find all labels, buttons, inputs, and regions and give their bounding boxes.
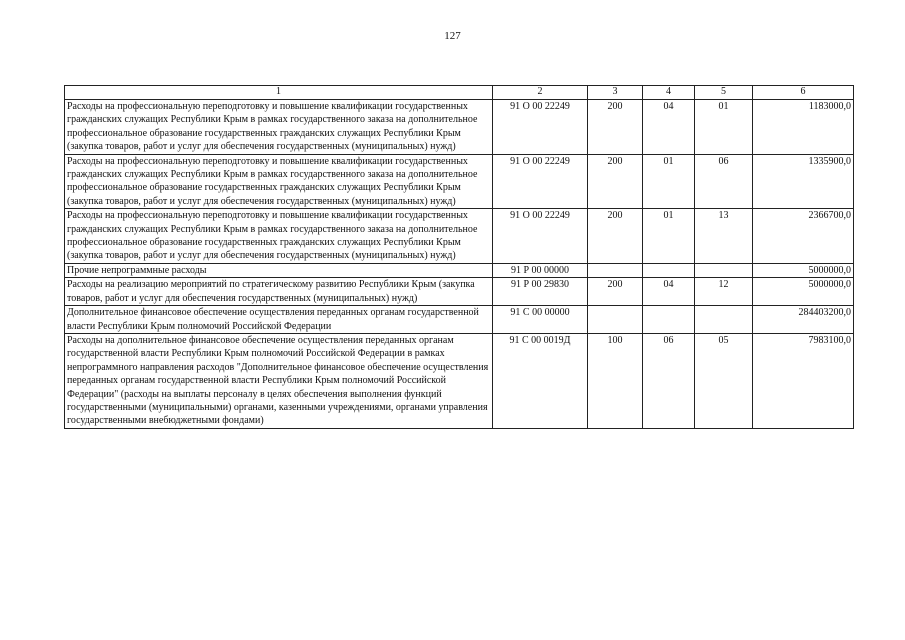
- table-row: [65, 154, 854, 209]
- subsection-cell: 12: [695, 278, 753, 306]
- expense-name-cell: Расходы на профессиональную переподготовку и повышение квалификации государственных гражданских служащих Республики Крым в рамках государственного заказа на дополнительное профессиональное образование государственных гражданских служащих Республики Крым (закупка товаров, работ и услуг для обеспечения государственных (муниципальных) нужд): [65, 100, 493, 155]
- expense-name-cell: Расходы на профессиональную переподготовку и повышение квалификации государственных гражданских служащих Республики Крым в рамках государственного заказа на дополнительное профессиональное образование государственных гражданских служащих Республики Крым (закупка товаров, работ и услуг для обеспечения государственных (муниципальных) нужд): [65, 154, 493, 209]
- amount-cell: 7983100,0: [753, 333, 854, 428]
- header-cell-3: 3: [588, 86, 643, 100]
- expense-name-cell: Расходы на профессиональную переподготовку и повышение квалификации государственных гражданских служащих Республики Крым в рамках государственного заказа на дополнительное профессиональное образование государственных гражданских служащих Республики Крым (закупка товаров, работ и услуг для обеспечения государственных (муниципальных) нужд): [65, 209, 493, 264]
- table-row: [65, 100, 854, 155]
- table-row: [65, 209, 854, 264]
- table-row: [65, 306, 854, 334]
- subsection-cell: [695, 306, 753, 334]
- expense-type-cell: 200: [588, 209, 643, 264]
- section-cell: 01: [643, 154, 695, 209]
- expense-type-cell: [588, 306, 643, 334]
- page-number: 127: [444, 30, 461, 42]
- amount-cell: 284403200,0: [753, 306, 854, 334]
- expense-name-cell: Дополнительное финансовое обеспечение осуществления переданных органам государственной власти Республики Крым полномочий Российской Федерации: [65, 306, 493, 334]
- section-cell: 06: [643, 333, 695, 428]
- expense-type-cell: 200: [588, 100, 643, 155]
- expense-type-cell: [588, 263, 643, 277]
- amount-cell: 5000000,0: [753, 278, 854, 306]
- target-article-cell: 91 О 00 22249: [493, 100, 588, 155]
- target-article-cell: 91 О 00 22249: [493, 154, 588, 209]
- section-cell: 01: [643, 209, 695, 264]
- section-cell: 04: [643, 278, 695, 306]
- amount-cell: 5000000,0: [753, 263, 854, 277]
- header-cell-1: 1: [65, 86, 493, 100]
- expense-type-cell: 100: [588, 333, 643, 428]
- table-row: [65, 278, 854, 306]
- amount-cell: 2366700,0: [753, 209, 854, 264]
- target-article-cell: 91 С 00 0019Д: [493, 333, 588, 428]
- table-row: [65, 333, 854, 428]
- subsection-cell: 01: [695, 100, 753, 155]
- amount-cell: 1183000,0: [753, 100, 854, 155]
- header-cell-6: 6: [753, 86, 854, 100]
- expense-name-cell: Прочие непрограммные расходы: [65, 263, 493, 277]
- subsection-cell: 05: [695, 333, 753, 428]
- table-row: [65, 263, 854, 277]
- amount-cell: 1335900,0: [753, 154, 854, 209]
- header-cell-2: 2: [493, 86, 588, 100]
- section-cell: [643, 306, 695, 334]
- target-article-cell: 91 Р 00 29830: [493, 278, 588, 306]
- expense-name-cell: Расходы на реализацию мероприятий по стратегическому развитию Республики Крым (закупка товаров, работ и услуг для обеспечения государственных (муниципальных) нужд): [65, 278, 493, 306]
- target-article-cell: 91 С 00 00000: [493, 306, 588, 334]
- header-cell-4: 4: [643, 86, 695, 100]
- expense-type-cell: 200: [588, 278, 643, 306]
- target-article-cell: 91 О 00 22249: [493, 209, 588, 264]
- budget-table: [64, 85, 854, 429]
- header-cell-5: 5: [695, 86, 753, 100]
- section-cell: 04: [643, 100, 695, 155]
- subsection-cell: 13: [695, 209, 753, 264]
- expense-type-cell: 200: [588, 154, 643, 209]
- subsection-cell: [695, 263, 753, 277]
- subsection-cell: 06: [695, 154, 753, 209]
- expense-name-cell: Расходы на дополнительное финансовое обеспечение осуществления переданных органам государственной власти Республики Крым полномочий Российской Федерации в рамках непрограммного направления расходов "Дополнительное финансовое обеспечение осуществления переданных органам государственной власти Республики Крым полномочий Российской Федерации" (расходы на выплаты персоналу в целях обеспечения выполнения функций государственными (муниципальными) органами, казенными учреждениями, органами управления государственными внебюджетными фондами): [65, 333, 493, 428]
- section-cell: [643, 263, 695, 277]
- target-article-cell: 91 Р 00 00000: [493, 263, 588, 277]
- header-row: [65, 86, 854, 100]
